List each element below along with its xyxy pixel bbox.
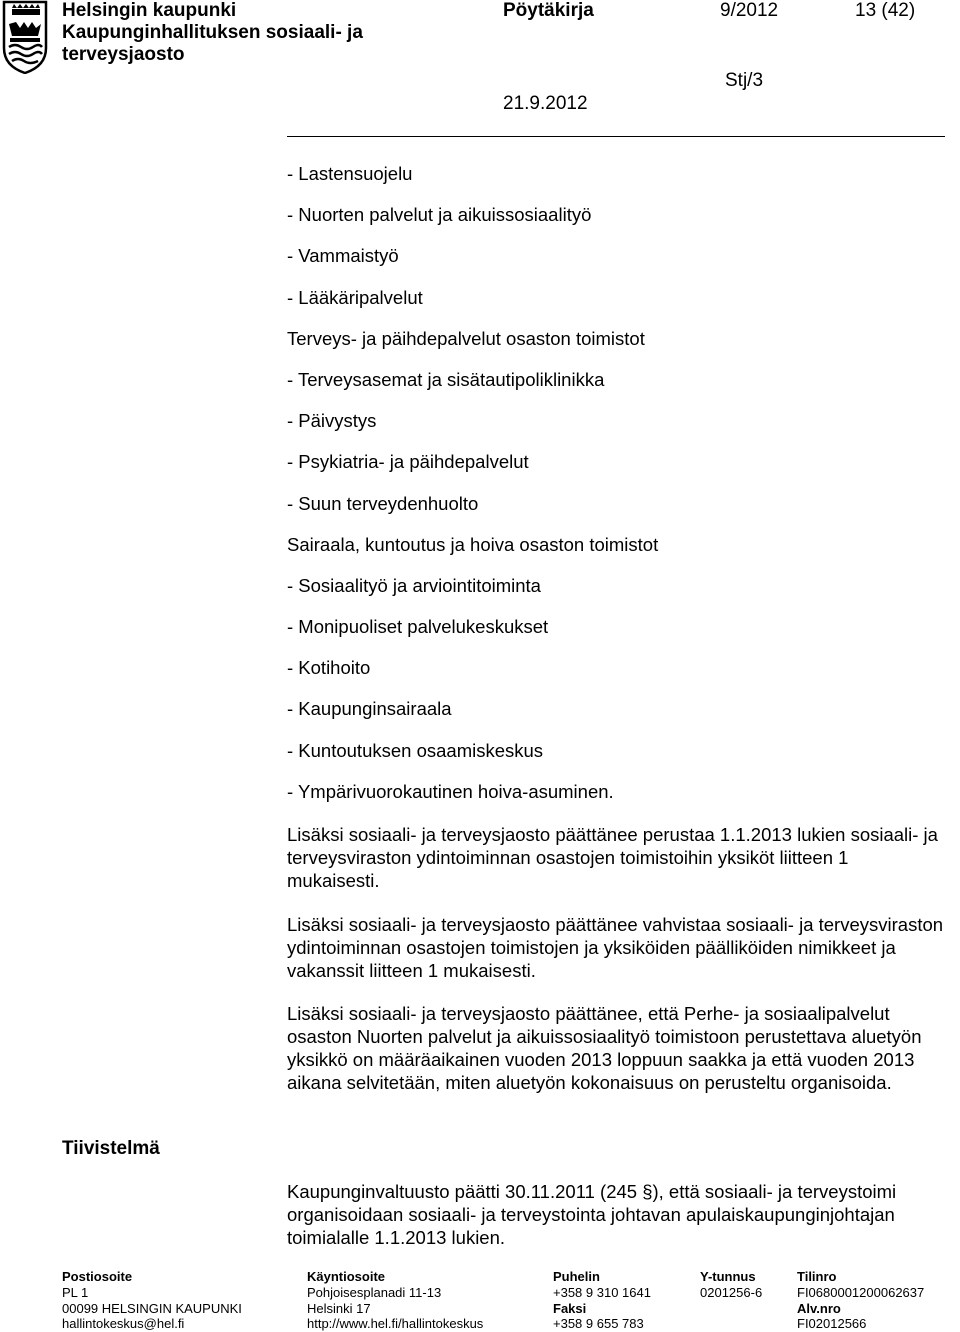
decision-paragraph-1: Lisäksi sosiaali- ja terveysjaosto päättänee perustaa 1.1.2013 lukien sosiaali- ja terveysviraston ydintoiminnan osastojen toimistoihin yksiköt liitteen 1 mukaisesti. (287, 824, 938, 891)
list-item: - Vammaistyö (287, 245, 399, 267)
footer-visiting-address (307, 1269, 483, 1332)
list-item: - Suun terveydenhuolto (287, 492, 479, 514)
list-item: - Lastensuojelu (287, 163, 413, 184)
footer-label: Tilinro (797, 1269, 837, 1284)
footer-website: http://www.hel.fi/hallintokeskus (307, 1316, 484, 1332)
doc-number: 9/2012 (720, 0, 779, 21)
footer-label: Postiosoite (62, 1269, 133, 1284)
list-item: - Kaupunginsairaala (287, 698, 452, 720)
footer-phone (553, 1269, 651, 1332)
list-item: - Sosiaalityö ja arviointitoiminta (287, 574, 541, 596)
footer-value: +358 9 310 1641 (553, 1284, 651, 1300)
footer-label: Faksi (553, 1300, 587, 1316)
list-item: - Kuntoutuksen osaamiskeskus (287, 739, 544, 761)
list-item: - Päivystys (287, 410, 377, 432)
footer-value: Pohjoisesplanadi 11-13 (307, 1284, 442, 1300)
footer-label: Alv.nro (797, 1300, 841, 1316)
body-name-line2: terveysjaosto (62, 44, 185, 65)
unit-list (287, 164, 658, 823)
body-name-line1: Kaupunginhallituksen sosiaali- ja (62, 22, 363, 43)
summary-paragraph: Kaupunginvaltuusto päätti 30.11.2011 (245 §), että sosiaali- ja terveystoimi organisoidaan sosiaali- ja terveystointa johtavan apulaiskaupunginjohtajan toimialalle 1.1.2013 lukien. (287, 1181, 897, 1248)
helsinki-coat-of-arms-logo (0, 0, 50, 74)
summary-heading: Tiivistelmä (62, 1138, 160, 1159)
list-item: Terveys- ja päihdepalvelut osaston toimistot (287, 327, 645, 349)
section-code: Stj/3 (725, 70, 764, 91)
list-item: - Terveysasemat ja sisätautipoliklinikka (287, 368, 605, 390)
org-name: Helsingin kaupunki (62, 0, 237, 21)
footer-label: Puhelin (553, 1269, 600, 1284)
footer-value: Helsinki 17 (307, 1300, 371, 1316)
footer-value: PL 1 (62, 1284, 89, 1300)
list-item: - Nuorten palvelut ja aikuissosiaalityö (287, 204, 592, 226)
decision-paragraph-2: Lisäksi sosiaali- ja terveysjaosto päättänee vahvistaa sosiaali- ja terveysviraston ydintoiminnan osastojen toimistojen ja yksiköiden päälliköiden nimikkeet ja vakanssit liitteen 1 mukaisesti. (287, 914, 944, 981)
meeting-date: 21.9.2012 (503, 93, 588, 114)
page-number: 13 (42) (855, 0, 916, 21)
list-item: Sairaala, kuntoutus ja hoiva osaston toimistot (287, 533, 659, 555)
footer-value: 0201256-6 (700, 1284, 763, 1300)
footer-value: FI02012566 (797, 1316, 867, 1332)
header-divider (287, 136, 945, 137)
footer-value: +358 9 655 783 (553, 1316, 644, 1332)
footer-label: Käyntiosoite (307, 1269, 386, 1284)
footer-account (797, 1269, 924, 1332)
footer-label: Y-tunnus (700, 1269, 756, 1284)
list-item: - Lääkäripalvelut (287, 286, 423, 308)
footer-value: 00099 HELSINGIN KAUPUNKI (62, 1300, 242, 1316)
list-item: - Monipuoliset palvelukeskukset (287, 616, 549, 638)
list-item: - Psykiatria- ja päihdepalvelut (287, 451, 529, 473)
decision-paragraph-3: Lisäksi sosiaali- ja terveysjaosto päättänee, että Perhe- ja sosiaalipalvelut osaston Nuorten palvelut ja aikuissosiaalityö toimistoon perustettava aluetyön yksikkö on määräaikainen vuoden 2013 loppuun saakka ja että vuoden 2013 aikana selvitetään, miten aluetyön kokonaisuus on perusteltu organisoida. (287, 1003, 922, 1093)
footer-email: hallintokeskus@hel.fi (62, 1316, 185, 1332)
footer-postal-address (62, 1269, 242, 1332)
footer-value: FI0680001200062637 (797, 1284, 925, 1300)
list-item: - Ympärivuorokautinen hoiva-asuminen. (287, 780, 614, 802)
footer-business-id (700, 1269, 762, 1301)
list-item: - Kotihoito (287, 657, 371, 679)
doc-type: Pöytäkirja (503, 0, 594, 21)
